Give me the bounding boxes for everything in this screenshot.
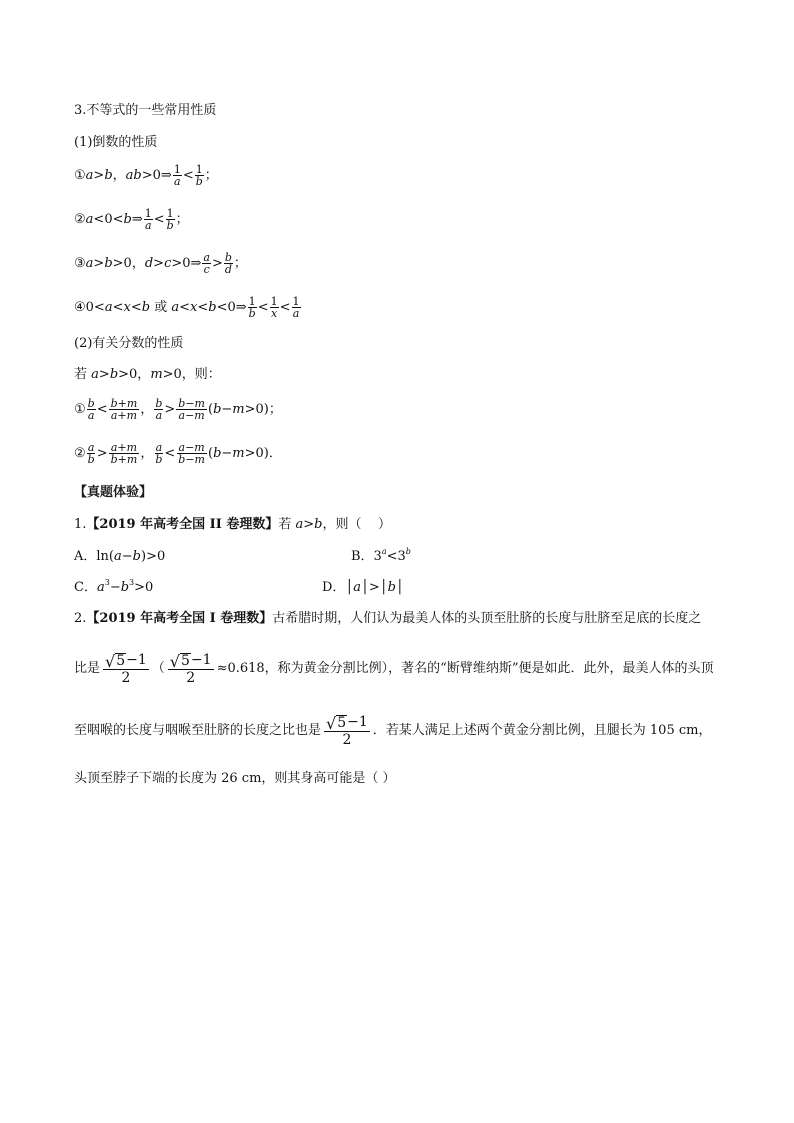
question-number: 1.	[74, 517, 87, 532]
option-c[interactable]: C．$a^3-b^3>0$	[74, 578, 154, 595]
subsection-reciprocal: (1)倒数的性质	[74, 135, 158, 150]
text-fragment: （	[151, 661, 165, 676]
denominator: 2	[186, 669, 196, 686]
question-2-line-4: 头顶至脖子下端的长度为 26 cm，则其身高可能是（ ）	[74, 771, 396, 786]
question-source: 【2019 年高考全国 I 卷理数】	[86, 611, 273, 626]
minus-one: −1	[347, 713, 368, 730]
option-a[interactable]: A．ln(a−b)>0	[74, 549, 166, 564]
question-text: 古希腊时期，人们认为最美人体的头顶至肚脐的长度与肚脐至足底的长度之	[272, 611, 702, 626]
text-fragment: 至咽喉的长度与咽喉至肚脐的长度之比也是	[74, 723, 322, 738]
exercise-header: 【真题体验】	[74, 485, 153, 500]
radicand: 5	[181, 652, 190, 669]
question-2-line-2	[74, 650, 713, 688]
option-b[interactable]: B．$3^a<3^b$	[351, 547, 411, 564]
text-fragment: ≈0.618，称为黄金分割比例），著名的“断臂维纳斯”便是如此．此外，最美人体的头顶	[216, 661, 714, 676]
option-d[interactable]: D．│a│>│b│	[322, 580, 404, 595]
fraction-intro: 若 a>b>0，m>0，则：	[74, 367, 221, 382]
question-number: 2.	[74, 611, 87, 626]
fraction-property-2: ② $\frac{a}{b}$ > $\frac{a+m}{b+m}$ ， $\frac{a}{b}$ < $\frac{a-m}{b-m}$ (b−m>0)．	[74, 441, 282, 466]
question-1-stem: 1. 【2019 年高考全国 II 卷理数】 若 a>b，则（ ）	[74, 517, 391, 532]
question-2-line-3	[74, 712, 711, 750]
denominator: 2	[121, 669, 131, 686]
reciprocal-property-3: ③a>b>0，d>c>0⇒ $\frac{a}{c}$ > $\frac{b}{d}$ ；	[74, 251, 247, 276]
golden-ratio-fraction: √ 5 −1 2	[169, 651, 212, 686]
reciprocal-property-1: ①a>b，ab>0⇒ $\frac{1}{a}$ < $\frac{1}{b}$ ；	[74, 163, 218, 188]
question-source: 【2019 年高考全国 II 卷理数】	[86, 517, 279, 532]
minus-one: −1	[126, 651, 147, 668]
golden-ratio-fraction: √ 5 −1 2	[105, 651, 147, 686]
fraction-property-1: ① $\frac{b}{a}$ < $\frac{b+m}{a+m}$ ， $\frac{b}{a}$ > $\frac{b-m}{a-m}$ (b−m>0)；	[74, 397, 282, 422]
text-fragment: ．若某人满足上述两个黄金分割比例，且腿长为 105 cm，	[372, 723, 712, 738]
section-title: 3.不等式的一些常用性质	[74, 103, 217, 118]
subsection-fraction: (2)有关分数的性质	[74, 336, 184, 351]
golden-ratio-fraction: √ 5 −1 2	[326, 713, 368, 748]
radicand: 5	[116, 652, 126, 669]
radicand: 5	[337, 714, 347, 731]
reciprocal-property-4: ④0<a<x<b 或 a<x<b<0⇒ $\frac{1}{b}$ < $\frac{1}{x}$ < $\frac{1}{a}$	[74, 295, 300, 320]
reciprocal-property-2: ②a<0<b⇒ $\frac{1}{a}$ < $\frac{1}{b}$ ；	[74, 207, 189, 232]
question-2-line-1	[74, 610, 701, 628]
minus-one: −1	[190, 651, 212, 668]
denominator: 2	[342, 731, 352, 748]
text-fragment: 比是	[74, 661, 101, 676]
